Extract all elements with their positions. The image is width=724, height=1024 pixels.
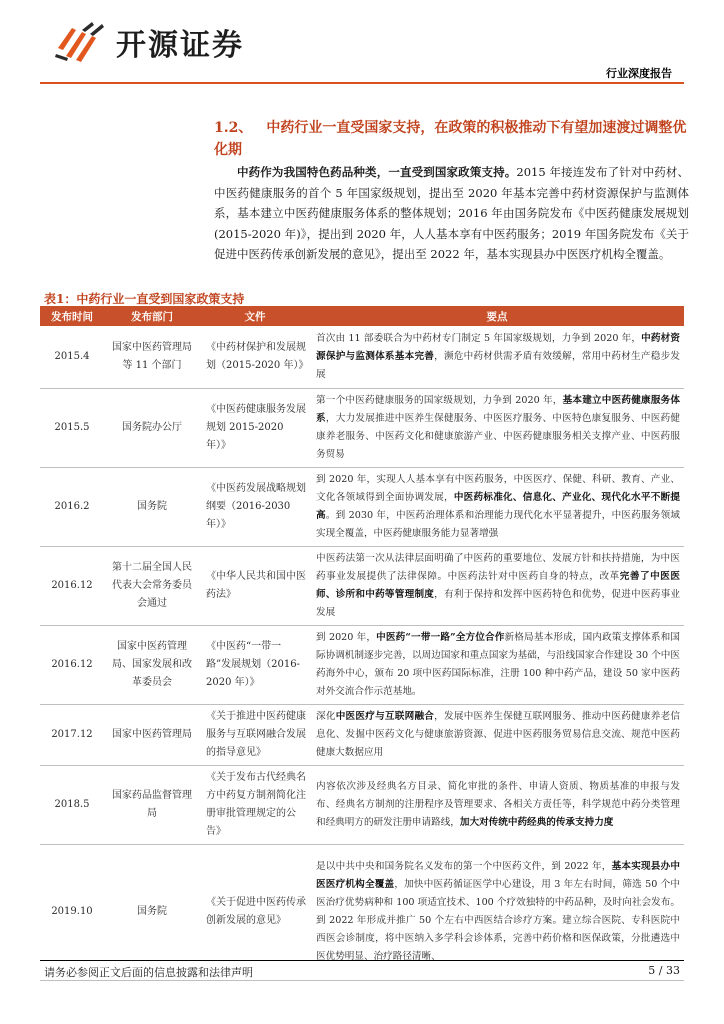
keypoint-highlight: 中医药“一带一路”全方位合作 [376,631,505,643]
keypoint-highlight: 基本实现县办中医医疗机构全覆盖 [316,861,681,890]
col-header-doc: 文件 [200,306,310,326]
table-caption: 表1：中药行业一直受到国家政策支持 [44,292,245,306]
keypoint-text: ，发展中医养生保健互联网服务、推动中医药健康养老信息化、发掘中医药文化与健康旅游资源、促进中医药服务贸易信息交流、规范中医药健康大数据应用 [316,710,681,758]
keypoint-text: 到 2020 年，实现人人基本享有中医药服务，中医医疗、保健、科研、教育、产业、文化各领域得到全面协调发展， [316,473,680,503]
section-title-text: 中药行业一直受国家支持，在政策的积极推动下有望加速渡过调整优化期 [214,120,687,158]
row-date: 2017.12 [40,704,104,765]
row-keypoints [310,625,684,704]
keypoint-text: 首次由 11 部委联合为中药材专门制定 5 年国家级规划，力争到 2020 年， [316,332,642,344]
keypoint-text: 到 2020 年， [316,631,377,643]
section-number: 1.2、 [214,120,253,136]
keypoint-text: ，有利于保持和发挥中医药特色和优势，促进中医药事业发展 [316,588,681,618]
logo-mark-icon [52,18,108,66]
footer-divider [40,960,684,961]
header-divider [40,82,684,84]
keypoint-highlight: 完善了中医医师、诊所和中药等管理制度 [316,570,681,600]
keypoint-text: 内容依次涉及经典名方目录、简化审批的条件、申请人资质、物质基准的申报与发布、经典名方制剂的注册程序及管理要求、各相关方责任等，科学规范中药分类管理和经典明方的研发注册申请路线， [316,780,680,828]
intro-lead: 中药作为我国特色药品种类，一直受到国家政策支持。 [237,165,517,179]
keypoint-text: ，濒危中药材供需矛盾有效缓解，常用中药材生产稳步发展 [316,350,681,380]
footer-disclaimer: 请务必参阅正文后面的信息披露和法律声明 [44,966,253,979]
row-doc: 《关于发布古代经典名方中药复方制剂简化注册审批管理规定的公告》 [200,765,310,844]
keypoint-highlight: 基本建立中医药健康服务体系 [316,394,681,424]
row-dept: 国家中医药管理局 [104,704,200,765]
col-header-key: 要点 [310,306,684,326]
keypoint-text: ，大力发展推进中医养生保健服务、中医医疗服务、中医特色康复服务、中医药健康养老服务、中医药文化和健康旅游产业、中医药健康服务相关支撑产业、中医药服务贸易 [316,412,681,460]
keypoint-text: 中医药法第一次从法律层面明确了中医药的重要地位、发展方针和扶持措施，为中医药事业发展提供了法律保障。中医药法针对中医药自身的特点，改革 [316,552,680,582]
logo-text: 开源证券 [116,28,244,63]
keypoint-text: 是以中共中央和国务院名义发布的第一个中医药文件，到 2022 年， [316,861,612,872]
policy-table [40,306,684,981]
row-date: 2016.12 [40,625,104,704]
row-keypoints [310,765,684,844]
keypoint-highlight: 中药材资源保护与监测体系基本完善 [316,332,680,362]
keypoint-highlight: 中医药标准化、信息化、产业化、现代化水平不断提高 [316,491,681,521]
section-heading [214,117,689,161]
row-keypoints [310,467,684,546]
col-header-dept: 发布部门 [104,306,200,326]
row-doc: 《中医药“一带一路”发展规划（2016-2020 年）》 [200,625,310,704]
row-keypoints [310,326,684,388]
row-keypoints [310,546,684,625]
company-logo [52,18,244,66]
row-dept: 第十二届全国人民代表大会常务委员会通过 [104,546,200,625]
row-doc: 《中药材保护和发展规划（2015-2020 年）》 [200,326,310,388]
table-row [40,388,684,467]
row-dept: 国家中医药管理局、国家发展和改革委员会 [104,625,200,704]
row-date: 2016.2 [40,467,104,546]
row-doc: 《中华人民共和国中医药法》 [200,546,310,625]
keypoint-text: 深化 [316,710,336,722]
row-dept: 国务院 [104,844,200,980]
report-type-label: 行业深度报告 [606,67,672,80]
row-keypoints [310,704,684,765]
keypoint-text: ，加快中医药循证医学中心建设，用 3 年左右时间，筛选 50 个中医治疗优势病种和 100 项适宜技术、100 个疗效独特的中药品种，及时向社会发布。到 2022 年形成并推广 50 个左右中西医结合诊疗方案。建立综合医院、专科医院中西医会诊制度，将中医纳入多学科会诊体系，完善中药价格和医保政策，分批遴选中医优势明显、治疗路径清晰、 [316,879,680,962]
row-doc: 《关于促进中医药传承创新发展的意见》 [200,844,310,980]
table-row [40,704,684,765]
row-date: 2015.4 [40,326,104,388]
col-header-date: 发布时间 [40,306,104,326]
table-row [40,625,684,704]
table-row [40,765,684,844]
row-date: 2019.10 [40,844,104,980]
row-dept: 国家中医药管理局等 11 个部门 [104,326,200,388]
row-date: 2016.12 [40,546,104,625]
keypoint-text: 。到 2030 年，中医药治理体系和治理能力现代化水平显著提升，中医药服务领域实现全覆盖，中医药健康服务能力显著增强 [316,509,681,539]
table-row [40,326,684,388]
page-header [0,0,724,80]
row-doc: 《中医药健康服务发展规划 2015-2020 年）》 [200,388,310,467]
table-header-row [40,306,684,326]
keypoint-highlight: 加大对传统中药经典的传承支持力度 [459,816,614,828]
row-dept: 国务院办公厅 [104,388,200,467]
keypoint-highlight: 中医医疗与互联网融合 [335,710,435,722]
intro-body: 2015 年接连发布了针对中药材、中医药健康服务的首个 5 年国家级规划，提出至 2020 年基本完善中药材资源保护与监测体系，基本建立中医药健康服务体系的整体规划；2016 年由国务院发布《中医药健康发展规划(2015-2020 年)》，提出到 2020 年，人人基本享有中医药服务；2019 年国务院发布《关于促进中医药传承创新发展的意见》，提出至 2022 年，基本实现县办中医医疗机构全覆盖。 [214,165,690,261]
keypoint-text: 新格局基本形成，国内政策支撑体系和国际协调机制逐步完善，以周边国家和重点国家为基础，与沿线国家合作建设 30 个中医药海外中心，颁布 20 项中医药国际标准，注册 100 种中药产品，建设 50 家中医药对外交流合作示范基地。 [316,631,680,697]
row-keypoints [310,388,684,467]
table-row [40,467,684,546]
page-number: 5 / 33 [648,964,680,977]
intro-paragraph [214,162,689,265]
row-doc: 《关于推进中医药健康服务与互联网融合发展的指导意见》 [200,704,310,765]
row-dept: 国家药品监督管理局 [104,765,200,844]
table-row [40,546,684,625]
row-date: 2015.5 [40,388,104,467]
row-doc: 《中医药发展战略规划纲要（2016-2030 年）》 [200,467,310,546]
row-date: 2018.5 [40,765,104,844]
keypoint-text: 第一个中医药健康服务的国家级规划，力争到 2020 年， [316,394,563,406]
row-dept: 国务院 [104,467,200,546]
